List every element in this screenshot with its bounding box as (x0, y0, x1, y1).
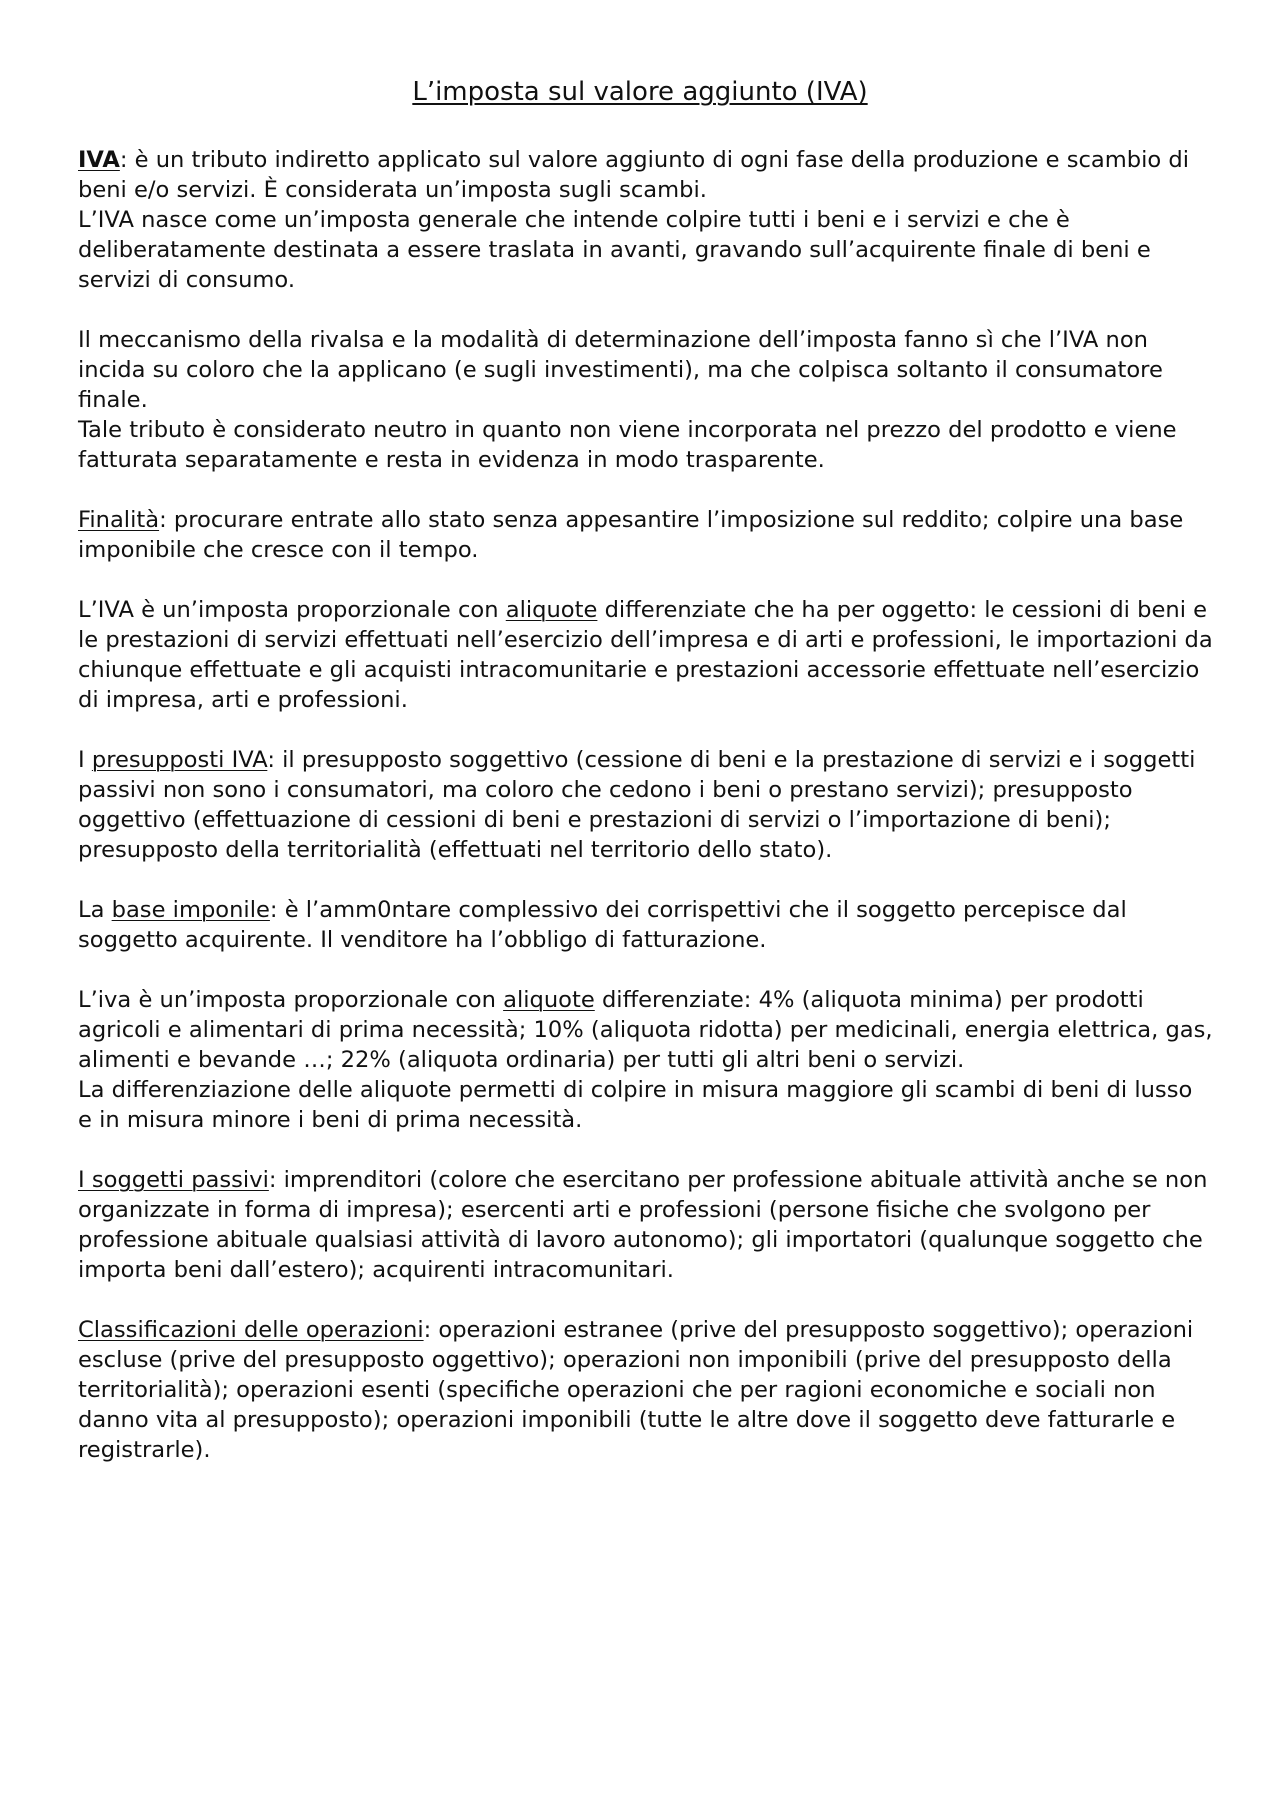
paragraph-classificazioni (78, 1315, 1213, 1465)
paragraph-oggetto (78, 595, 1213, 715)
paragraph-aliquote (78, 985, 1213, 1135)
document-body (78, 145, 1213, 1495)
paragraph-presupposti (78, 745, 1213, 865)
paragraph-soggetti-text: : imprenditori (colore che esercitano per professione abituale attività anche se non organizzate in forma di impresa); esercenti arti e professioni (persone fisiche che svolgono per professione abituale qualsiasi attività di lavoro autonomo); gli importatori (qualunque soggetto che importa beni dall’estero); acquirenti intracomunitari. (78, 1167, 1208, 1283)
paragraph-rivalsa-text: Il meccanismo della rivalsa e la modalità di determinazione dell’imposta fanno sì che l’IVA non incida su coloro che la applicano (e sugli investimenti), ma che colpisca soltanto il consumatore finale. (78, 327, 1163, 413)
paragraph-rivalsa-text-2: Tale tributo è considerato neutro in quanto non viene incorporata nel prezzo del prodotto e viene fatturata separatamente e resta in evidenza in modo trasparente. (78, 417, 1177, 473)
term-aliquote: aliquote (505, 597, 598, 623)
term-iva: IVA (78, 147, 120, 173)
paragraph-iva-text-2: L’IVA nasce come un’imposta generale che intende colpire tutti i beni e i servizi e che è deliberatamente destinata a essere traslata in avanti, gravando sull’acquirente finale di beni e servizi di consumo. (78, 207, 1151, 293)
paragraph-aliquote-pre: L’iva è un’imposta proporzionale con (78, 987, 504, 1013)
term-classificazioni: Classificazioni delle operazioni (78, 1317, 424, 1343)
paragraph-finalita (78, 505, 1213, 565)
paragraph-iva (78, 145, 1213, 295)
term-base-imponibile: base imponile (111, 897, 270, 923)
paragraph-presupposti-text: : il presupposto soggettivo (cessione di beni e la prestazione di servizi e i soggetti passivi non sono i consumatori, ma coloro che cedono i beni o prestano servizi); presupposto oggettivo (effettuazione di cessioni di beni e prestazioni di servizi o l’importazione di beni); presupposto della territorialità (effettuati nel territorio dello stato). (78, 747, 1196, 863)
term-finalita: Finalità (78, 507, 160, 533)
document-title (0, 76, 1280, 108)
paragraph-presupposti-pre: I (78, 747, 92, 773)
paragraph-base-text: : è l’amm0ntare complessivo dei corrispettivi che il soggetto percepisce dal soggetto acquirente. Il venditore ha l’obbligo di fatturazione. (78, 897, 1127, 953)
paragraph-aliquote-text: differenziate: 4% (aliquota minima) per prodotti agricoli e alimentari di prima necessità; 10% (aliquota ridotta) per medicinali, energia elettrica, gas, alimenti e bevande …; 22% (aliquota ordinaria) per tutti gli altri beni o servizi. (78, 987, 1213, 1073)
paragraph-rivalsa (78, 325, 1213, 475)
term-soggetti-passivi: I soggetti passivi (78, 1167, 269, 1193)
paragraph-base (78, 895, 1213, 955)
document-title-text: L’imposta sul valore aggiunto (IVA) (412, 77, 868, 107)
term-aliquote-2: aliquote (503, 987, 595, 1013)
paragraph-iva-text: : è un tributo indiretto applicato sul valore aggiunto di ogni fase della produzione e scambio di beni e/o servizi. È considerata un’imposta sugli scambi. (78, 147, 1189, 203)
term-presupposti-iva: presupposti IVA (91, 747, 268, 773)
paragraph-oggetto-text: differenziate che ha per oggetto: le cessioni di beni e le prestazioni di servizi effettuati nell’esercizio dell’impresa e di arti e professioni, le importazioni da chiunque effettuate e gli acquisti intracomunitarie e prestazioni accessorie effettuate nell’esercizio di impresa, arti e professioni. (78, 597, 1213, 713)
paragraph-base-pre: La (78, 897, 112, 923)
paragraph-classificazioni-text: : operazioni estranee (prive del presupposto soggettivo); operazioni escluse (prive del presupposto oggettivo); operazioni non imponibili (prive del presupposto della territorialità); operazioni esenti (specifiche operazioni che per ragioni economiche e sociali non danno vita al presupposto); operazioni imponibili (tutte le altre dove il soggetto deve fatturarle e registrarle). (78, 1317, 1194, 1463)
paragraph-aliquote-text-2: La differenziazione delle aliquote permetti di colpire in misura maggiore gli scambi di beni di lusso e in misura minore i beni di prima necessità. (78, 1077, 1193, 1133)
paragraph-soggetti (78, 1165, 1213, 1285)
paragraph-finalita-text: : procurare entrate allo stato senza appesantire l’imposizione sul reddito; colpire una base imponibile che cresce con il tempo. (78, 507, 1184, 563)
paragraph-oggetto-pre: L’IVA è un’imposta proporzionale con (78, 597, 506, 623)
